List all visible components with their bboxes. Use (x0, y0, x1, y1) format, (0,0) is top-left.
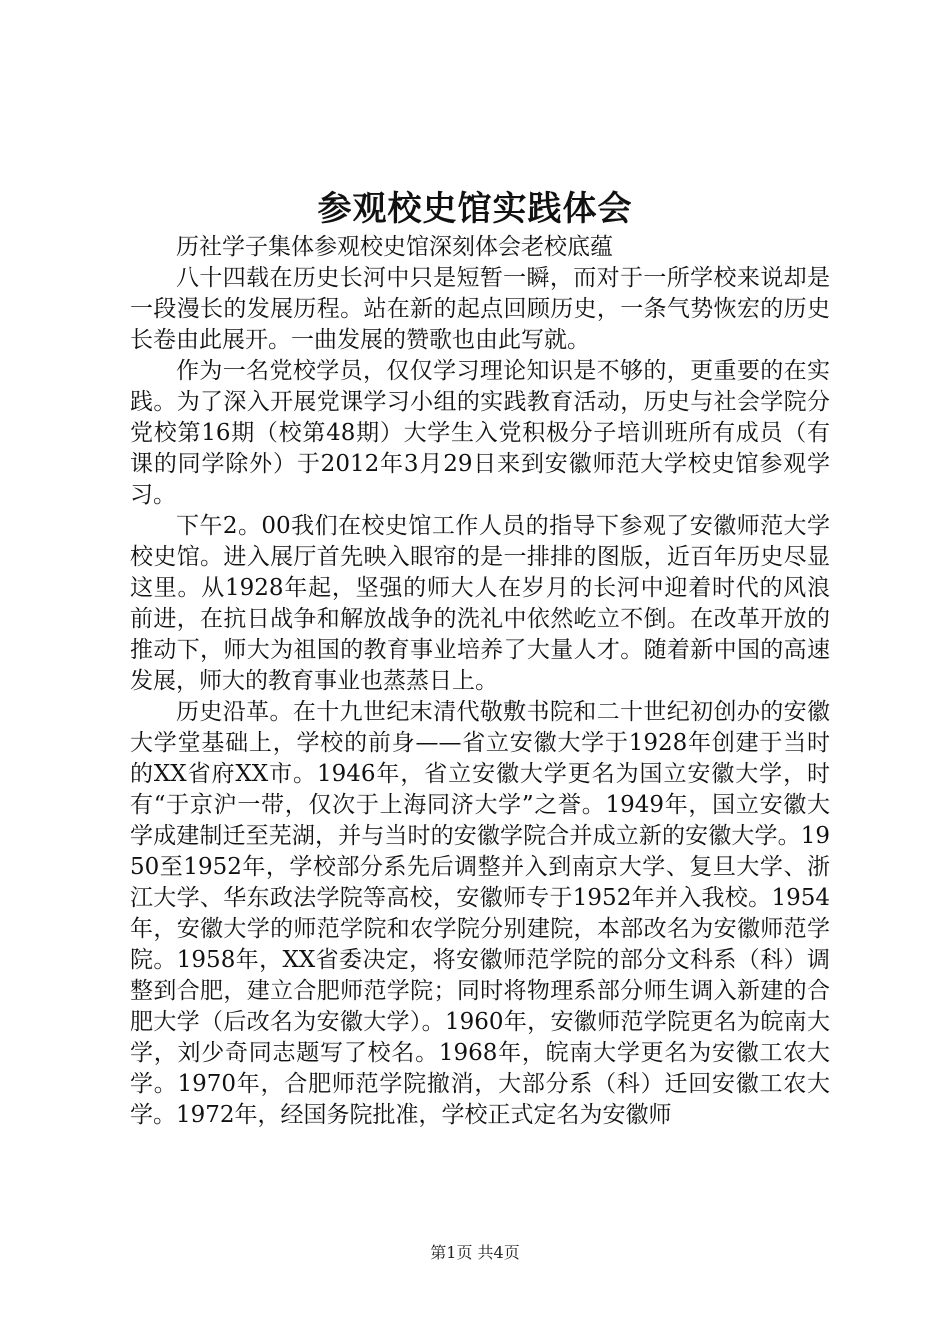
paragraph-party-school: 作为一名党校学员，仅仅学习理论知识是不够的，更重要的在实践。为了深入开展党课学习小组的实践教育活动，历史与社会学院分党校第16期（校第48期）大学生入党积极分子培训班所有成员（有课的同学除外）于2012年3月29日来到安徽师范大学校史馆参观学习。 (130, 358, 830, 508)
paragraph-visit: 下午2。00我们在校史馆工作人员的指导下参观了安徽师范大学校史馆。进入展厅首先映入眼帘的是一排排的图版，近百年历史尽显这里。从1928年起，坚强的师大人在岁月的长河中迎着时代的风浪前进，在抗日战争和解放战争的洗礼中依然屹立不倒。在改革开放的推动下，师大为祖国的教育事业培养了大量人才。随着新中国的高速发展，师大的教育事业也蒸蒸日上。 (130, 513, 830, 694)
paragraph-subtitle: 历社学子集体参观校史馆深刻体会老校底蕴 (176, 234, 613, 260)
page-number: 第1页 共4页 (430, 1243, 520, 1262)
document-body (130, 232, 830, 1131)
paragraph-history: 历史沿革。在十九世纪末清代敬敷书院和二十世纪初创办的安徽大学堂基础上，学校的前身——省立安徽大学于1928年创建于当时的XX省府XX市。1946年，省立安徽大学更名为国立安徽大学，时有“于京沪一带，仅次于上海同济大学”之誉。1949年，国立安徽大学成建制迁至芜湖，并与当时的安徽学院合并成立新的安徽大学。1950至1952年，学校部分系先后调整并入到南京大学、复旦大学、浙江大学、华东政法学院等高校，安徽师专于1952年并入我校。1954年，安徽大学的师范学院和农学院分别建院，本部改名为安徽师范学院。1958年，XX省委决定，将安徽师范学院的部分文科系（科）调整到合肥，建立合肥师范学院；同时将物理系部分师生调入新建的合肥大学（后改名为安徽大学）。1960年，安徽师范学院更名为皖南大学，刘少奇同志题写了校名。1968年，皖南大学更名为安徽工农大学。1970年，合肥师范学院撤消，大部分系（科）迁回安徽工农大学。1972年，经国务院批准，学校正式定名为安徽师 (130, 699, 830, 1128)
paragraph-intro: 八十四载在历史长河中只是短暂一瞬，而对于一所学校来说却是一段漫长的发展历程。站在新的起点回顾历史，一条气势恢宏的历史长卷由此展开。一曲发展的赞歌也由此写就。 (130, 265, 830, 353)
document-title: 参观校史馆实践体会 (317, 189, 633, 229)
